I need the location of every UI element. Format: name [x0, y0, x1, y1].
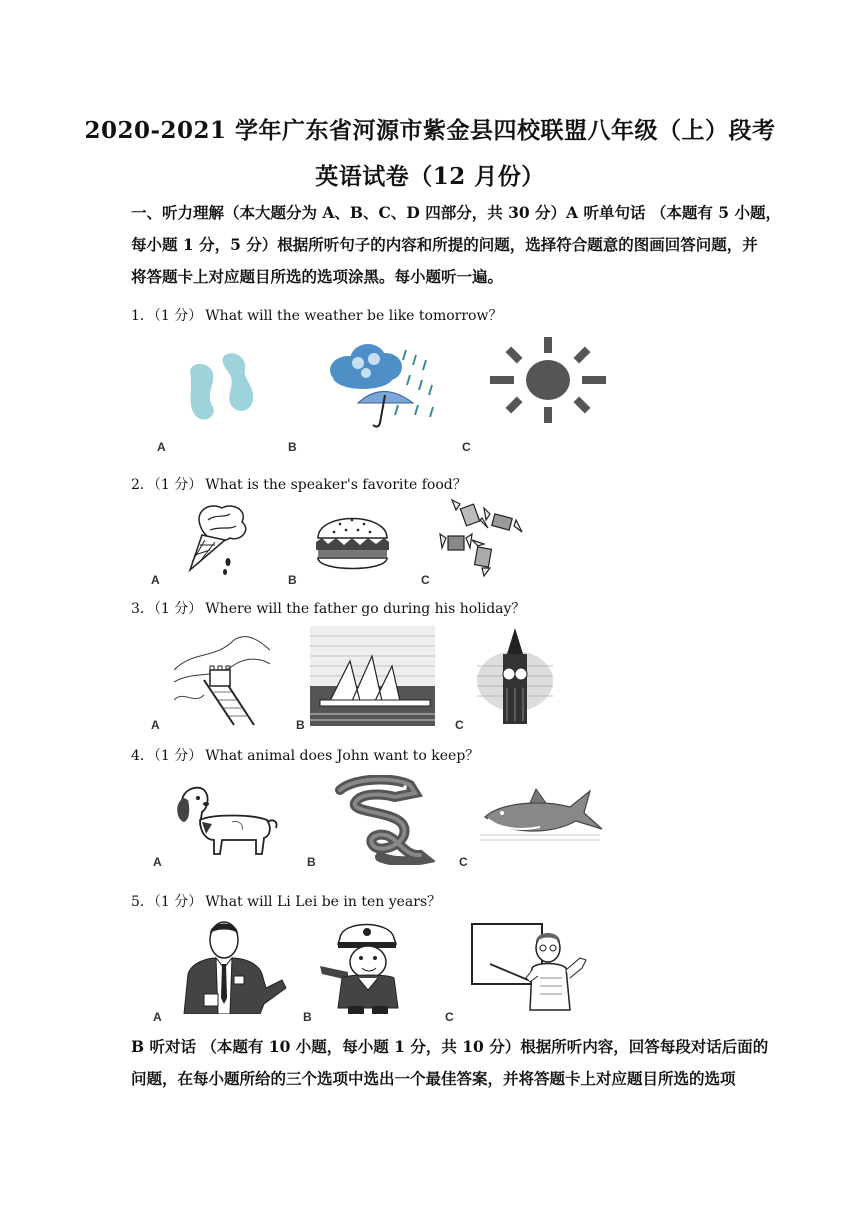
option-c-label: C	[455, 718, 464, 732]
question-text: What animal does John want to keep？	[205, 748, 480, 764]
section-b-instructions	[131, 1031, 769, 1095]
question-text: Where will the father go during his holiday？	[205, 601, 526, 617]
instruction-line: 每小题 1 分，5 分）根据所听句子的内容和所提的问题，选择符合题意的图画回答问题，并	[131, 235, 758, 254]
option-a-label: A	[151, 718, 160, 732]
instruction-line: 问题，在每小题所给的三个选项中选出一个最佳答案，并将答题卡上对应题目所选的选项	[131, 1069, 736, 1088]
sun-picture	[488, 335, 608, 425]
instruction-line: B 听对话 （本题有 10 小题，每小题 1 分，共 10 分）根据所听内容，回答每段对话后面的	[131, 1037, 769, 1056]
rain-umbrella-picture	[318, 335, 443, 435]
option-a-label: A	[153, 855, 162, 869]
question-number: 3．	[131, 601, 154, 617]
option-b-label: B	[303, 1010, 312, 1024]
exam-title-line-1: 2020-2021 学年广东省河源市紫金县四校联盟八年级（上）段考	[84, 117, 776, 144]
option-c-label: C	[462, 440, 471, 454]
question-number: 2．	[131, 477, 154, 493]
great-wall-picture	[174, 630, 270, 726]
question-5	[131, 891, 441, 911]
question-number: 4．	[131, 748, 154, 764]
question-number: 5．	[131, 894, 154, 910]
question-text: What will Li Lei be in ten years？	[205, 894, 442, 910]
wind-picture	[185, 345, 265, 435]
dog-picture	[172, 780, 282, 860]
option-b-label: B	[296, 718, 305, 732]
question-points: （1 分）	[153, 748, 203, 764]
shark-picture	[480, 785, 605, 845]
option-a-label: A	[151, 573, 160, 587]
question-points: （1 分）	[153, 308, 203, 324]
question-number: 1．	[131, 308, 154, 324]
teacher-picture	[470, 918, 590, 1014]
question-4	[131, 745, 479, 765]
instruction-line: 将答题卡上对应题目所选的选项涂黑。每小题听一遍。	[131, 267, 504, 286]
option-a-label: A	[153, 1010, 162, 1024]
question-points: （1 分）	[153, 894, 203, 910]
question-text: What is the speaker's favorite food？	[205, 477, 467, 493]
snake-picture	[325, 775, 435, 865]
candy-picture	[438, 498, 528, 578]
ice-cream-picture	[170, 500, 260, 578]
option-b-label: B	[288, 573, 297, 587]
businessman-picture	[174, 918, 289, 1014]
section-one-instructions	[131, 197, 781, 293]
question-1	[131, 305, 502, 325]
policeman-picture	[318, 918, 418, 1014]
option-a-label: A	[157, 440, 166, 454]
option-c-label: C	[445, 1010, 454, 1024]
question-points: （1 分）	[153, 477, 203, 493]
option-c-label: C	[421, 573, 430, 587]
big-ben-picture	[475, 626, 555, 726]
option-b-label: B	[288, 440, 297, 454]
instruction-line: 一、听力理解（本大题分为 A、B、C、D 四部分，共 30 分）A 听单句话 （本题有 5 小题，	[131, 203, 781, 222]
option-b-label: B	[307, 855, 316, 869]
question-points: （1 分）	[153, 601, 203, 617]
question-3	[131, 598, 525, 618]
option-c-label: C	[459, 855, 468, 869]
exam-title-line-2: 英语试卷（12 月份）	[315, 163, 545, 190]
question-2	[131, 474, 467, 494]
sydney-opera-house-picture	[310, 626, 435, 726]
question-text: What will the weather be like tomorrow？	[205, 308, 503, 324]
hamburger-picture	[310, 500, 395, 580]
